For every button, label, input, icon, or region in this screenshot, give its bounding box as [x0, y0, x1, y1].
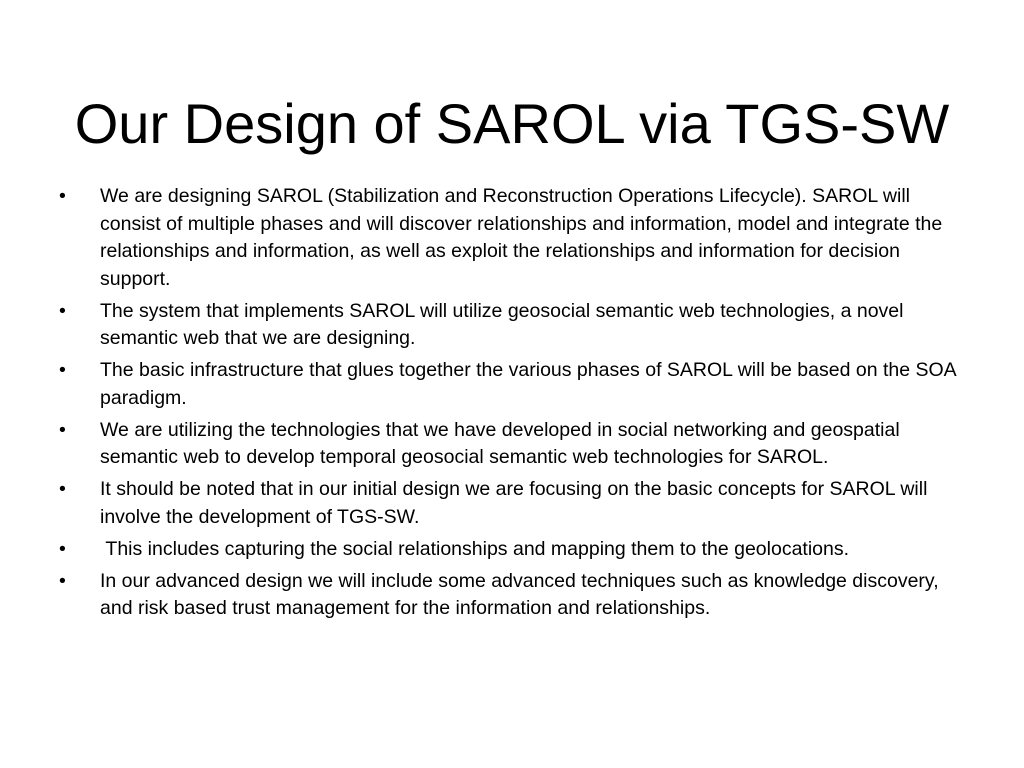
bullet-item	[58, 417, 958, 472]
bullet-item	[58, 298, 958, 353]
bullet-text: The system that implements SAROL will utilize geosocial semantic web technologies, a novel semantic web that we are designing.	[100, 299, 909, 349]
bullet-text: In our advanced design we will include some advanced techniques such as knowledge discovery, and risk based trust management for the information and relationships.	[100, 569, 945, 619]
bullet-item	[58, 476, 958, 531]
bullet-marker: •	[59, 569, 66, 592]
bullet-list	[58, 183, 962, 627]
bullet-marker: •	[59, 478, 66, 500]
bullet-text: We are designing SAROL (Stabilization and Reconstruction Operations Lifecycle). SAROL will consist of multiple phases and will discover relationships and information, model and integrate the relationships and information, as well as exploit the relationships and information for decision support.	[100, 185, 948, 290]
bullet-text: The basic infrastructure that glues together the various phases of SAROL will be based on the SOA paradigm.	[100, 359, 962, 409]
bullet-marker: •	[59, 299, 66, 322]
bullet-item	[58, 357, 962, 412]
bullet-item	[58, 183, 958, 293]
bullet-text: It should be noted that in our initial design we are focusing on the basic concepts for SAROL will involve the development of TGS-SW.	[100, 478, 933, 528]
bullet-text: We are utilizing the technologies that we have developed in social networking and geospatial semantic web to develop temporal geosocial semantic web technologies for SAROL.	[100, 418, 906, 468]
bullet-marker: •	[59, 418, 66, 441]
bullet-text: This includes capturing the social relationships and mapping them to the geolocations.	[100, 537, 850, 560]
bullet-marker: •	[59, 537, 66, 560]
slide-title: Our Design of SAROL via TGS-SW	[74, 92, 950, 155]
bullet-item	[58, 568, 958, 623]
bullet-item	[58, 536, 958, 564]
bullet-marker: •	[59, 359, 66, 381]
bullet-marker: •	[59, 185, 66, 207]
